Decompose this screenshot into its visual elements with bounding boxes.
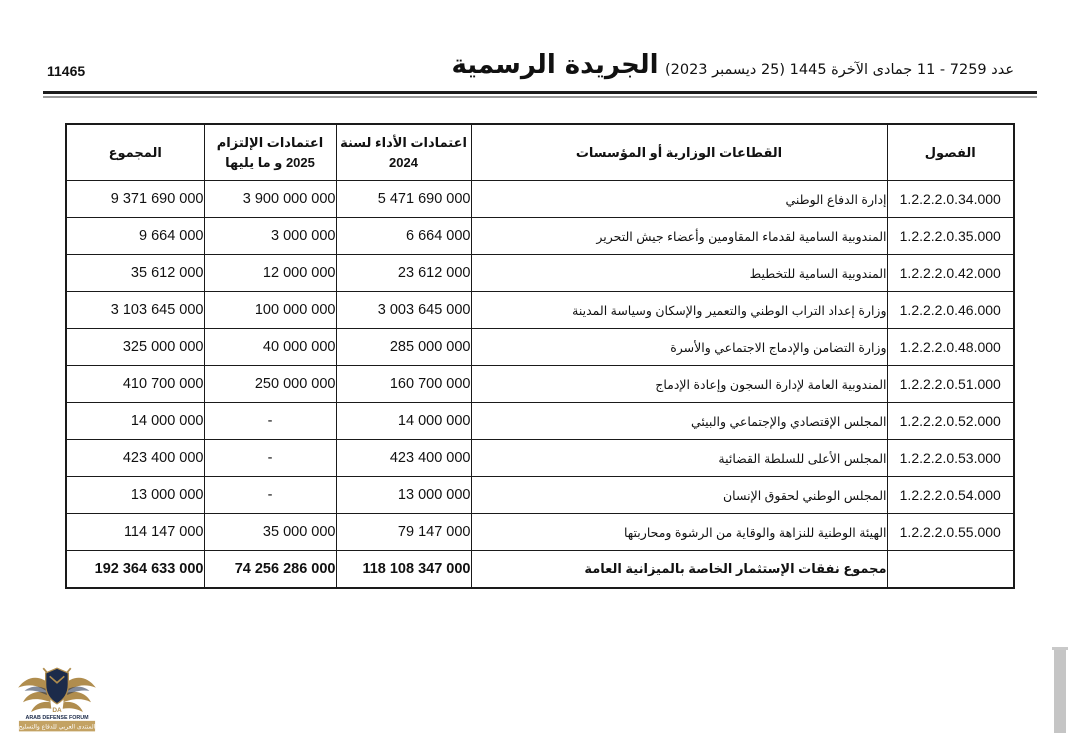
- column-header-credits-2024-line1: اعتمادات الأداء لسنة: [340, 135, 467, 150]
- total-cell: 13 000 000: [66, 477, 204, 514]
- forum-name-ar: المنتدى العربي للدفاع والتسليح: [18, 723, 96, 731]
- commitment-2025-cell: 3 900 000 000: [204, 181, 336, 218]
- commitment-2025-cell: -: [204, 440, 336, 477]
- total-credits-2024-cell: 118 108 347 000: [336, 551, 471, 589]
- total-cell: 114 147 000: [66, 514, 204, 551]
- table-row: [66, 514, 1014, 551]
- total-sector-cell: مجموع نفقات الإستثمار الخاصة بالميزانية العامة: [471, 551, 887, 589]
- credits-2024-cell: 5 471 690 000: [336, 181, 471, 218]
- total-cell: 14 000 000: [66, 403, 204, 440]
- sector-cell: المجلس الأعلى للسلطة القضائية: [471, 440, 887, 477]
- sector-cell: المندوبية السامية لقدماء المقاومين وأعضاء جيش التحرير: [471, 218, 887, 255]
- sector-cell: وزارة التضامن والإدماج الاجتماعي والأسرة: [471, 329, 887, 366]
- credits-2024-cell: 6 664 000: [336, 218, 471, 255]
- credits-2024-cell: 13 000 000: [336, 477, 471, 514]
- chapter-cell: 1.2.2.2.0.46.000: [887, 292, 1014, 329]
- column-header-total: المجموع: [66, 124, 204, 181]
- sector-cell: المندوبية السامية للتخطيط: [471, 255, 887, 292]
- da-monogram: DA: [52, 706, 62, 714]
- total-cell: 9 664 000: [66, 218, 204, 255]
- credits-2024-cell: 423 400 000: [336, 440, 471, 477]
- sector-cell: المندوبية العامة لإدارة السجون وإعادة الإدماج: [471, 366, 887, 403]
- credits-2024-cell: 23 612 000: [336, 255, 471, 292]
- sector-cell: الهيئة الوطنية للنزاهة والوقاية من الرشوة ومحاربتها: [471, 514, 887, 551]
- total-cell: 9 371 690 000: [66, 181, 204, 218]
- commitment-2025-cell: 100 000 000: [204, 292, 336, 329]
- sector-cell: وزارة إعداد التراب الوطني والتعمير والإسكان وسياسة المدينة: [471, 292, 887, 329]
- chapter-cell: 1.2.2.2.0.34.000: [887, 181, 1014, 218]
- table-row: [66, 477, 1014, 514]
- commitment-2025-cell: 12 000 000: [204, 255, 336, 292]
- column-header-chapter: الفصول: [887, 124, 1014, 181]
- chapter-cell: 1.2.2.2.0.52.000: [887, 403, 1014, 440]
- total-cell: 325 000 000: [66, 329, 204, 366]
- credits-2024-cell: 14 000 000: [336, 403, 471, 440]
- sector-cell: إدارة الدفاع الوطني: [471, 181, 887, 218]
- header-rule: [43, 91, 1037, 98]
- commitment-2025-cell: 3 000 000: [204, 218, 336, 255]
- budget-table: [65, 123, 1015, 589]
- table-row: [66, 440, 1014, 477]
- total-cell: 423 400 000: [66, 440, 204, 477]
- column-header-sector: القطاعات الوزارية أو المؤسسات: [471, 124, 887, 181]
- chapter-cell: 1.2.2.2.0.55.000: [887, 514, 1014, 551]
- column-header-commitment-line2: 2025 و ما يليها: [225, 154, 315, 170]
- column-header-credits-2024: [336, 124, 471, 181]
- column-header-credits-2024-line2: 2024: [389, 154, 418, 170]
- commitment-2025-cell: 40 000 000: [204, 329, 336, 366]
- column-header-commitment-line1: اعتمادات الإلتزام: [216, 135, 324, 150]
- total-commitment-2025-cell: 74 256 286 000: [204, 551, 336, 589]
- table-row: [66, 403, 1014, 440]
- total-cell: 35 612 000: [66, 255, 204, 292]
- total-row: [66, 551, 1014, 589]
- sector-cell: المجلس الإقتصادي والإجتماعي والبيئي: [471, 403, 887, 440]
- gazette-title: الجريدة الرسمية: [451, 50, 659, 80]
- table-body: [66, 181, 1014, 551]
- commitment-2025-cell: 35 000 000: [204, 514, 336, 551]
- total-cell: 410 700 000: [66, 366, 204, 403]
- chapter-cell: 1.2.2.2.0.42.000: [887, 255, 1014, 292]
- total-cell: 3 103 645 000: [66, 292, 204, 329]
- commitment-2025-cell: -: [204, 403, 336, 440]
- table-row: [66, 218, 1014, 255]
- forum-name-en: ARAB DEFENSE FORUM: [25, 714, 89, 721]
- credits-2024-cell: 3 003 645 000: [336, 292, 471, 329]
- chapter-cell: 1.2.2.2.0.54.000: [887, 477, 1014, 514]
- table-row: [66, 181, 1014, 218]
- table-row: [66, 292, 1014, 329]
- column-header-commitment-2025: [204, 124, 336, 181]
- chapter-cell: 1.2.2.2.0.53.000: [887, 440, 1014, 477]
- table-row: [66, 255, 1014, 292]
- adf-logo: [16, 652, 98, 733]
- table-row: [66, 366, 1014, 403]
- total-chapter-cell: [887, 551, 1014, 589]
- scrollbar-thumb[interactable]: [1054, 650, 1066, 733]
- commitment-2025-cell: 250 000 000: [204, 366, 336, 403]
- credits-2024-cell: 160 700 000: [336, 366, 471, 403]
- table-header-row: [66, 124, 1014, 181]
- chapter-cell: 1.2.2.2.0.35.000: [887, 218, 1014, 255]
- credits-2024-cell: 285 000 000: [336, 329, 471, 366]
- credits-2024-cell: 79 147 000: [336, 514, 471, 551]
- chapter-cell: 1.2.2.2.0.51.000: [887, 366, 1014, 403]
- commitment-2025-cell: -: [204, 477, 336, 514]
- page-number: 11465: [47, 63, 86, 79]
- sector-cell: المجلس الوطني لحقوق الإنسان: [471, 477, 887, 514]
- total-total-cell: 192 364 633 000: [66, 551, 204, 589]
- chapter-cell: 1.2.2.2.0.48.000: [887, 329, 1014, 366]
- issue-info: عدد 7259 - 11 جمادى الآخرة 1445 (25 ديسمبر 2023): [664, 62, 1014, 78]
- table-row: [66, 329, 1014, 366]
